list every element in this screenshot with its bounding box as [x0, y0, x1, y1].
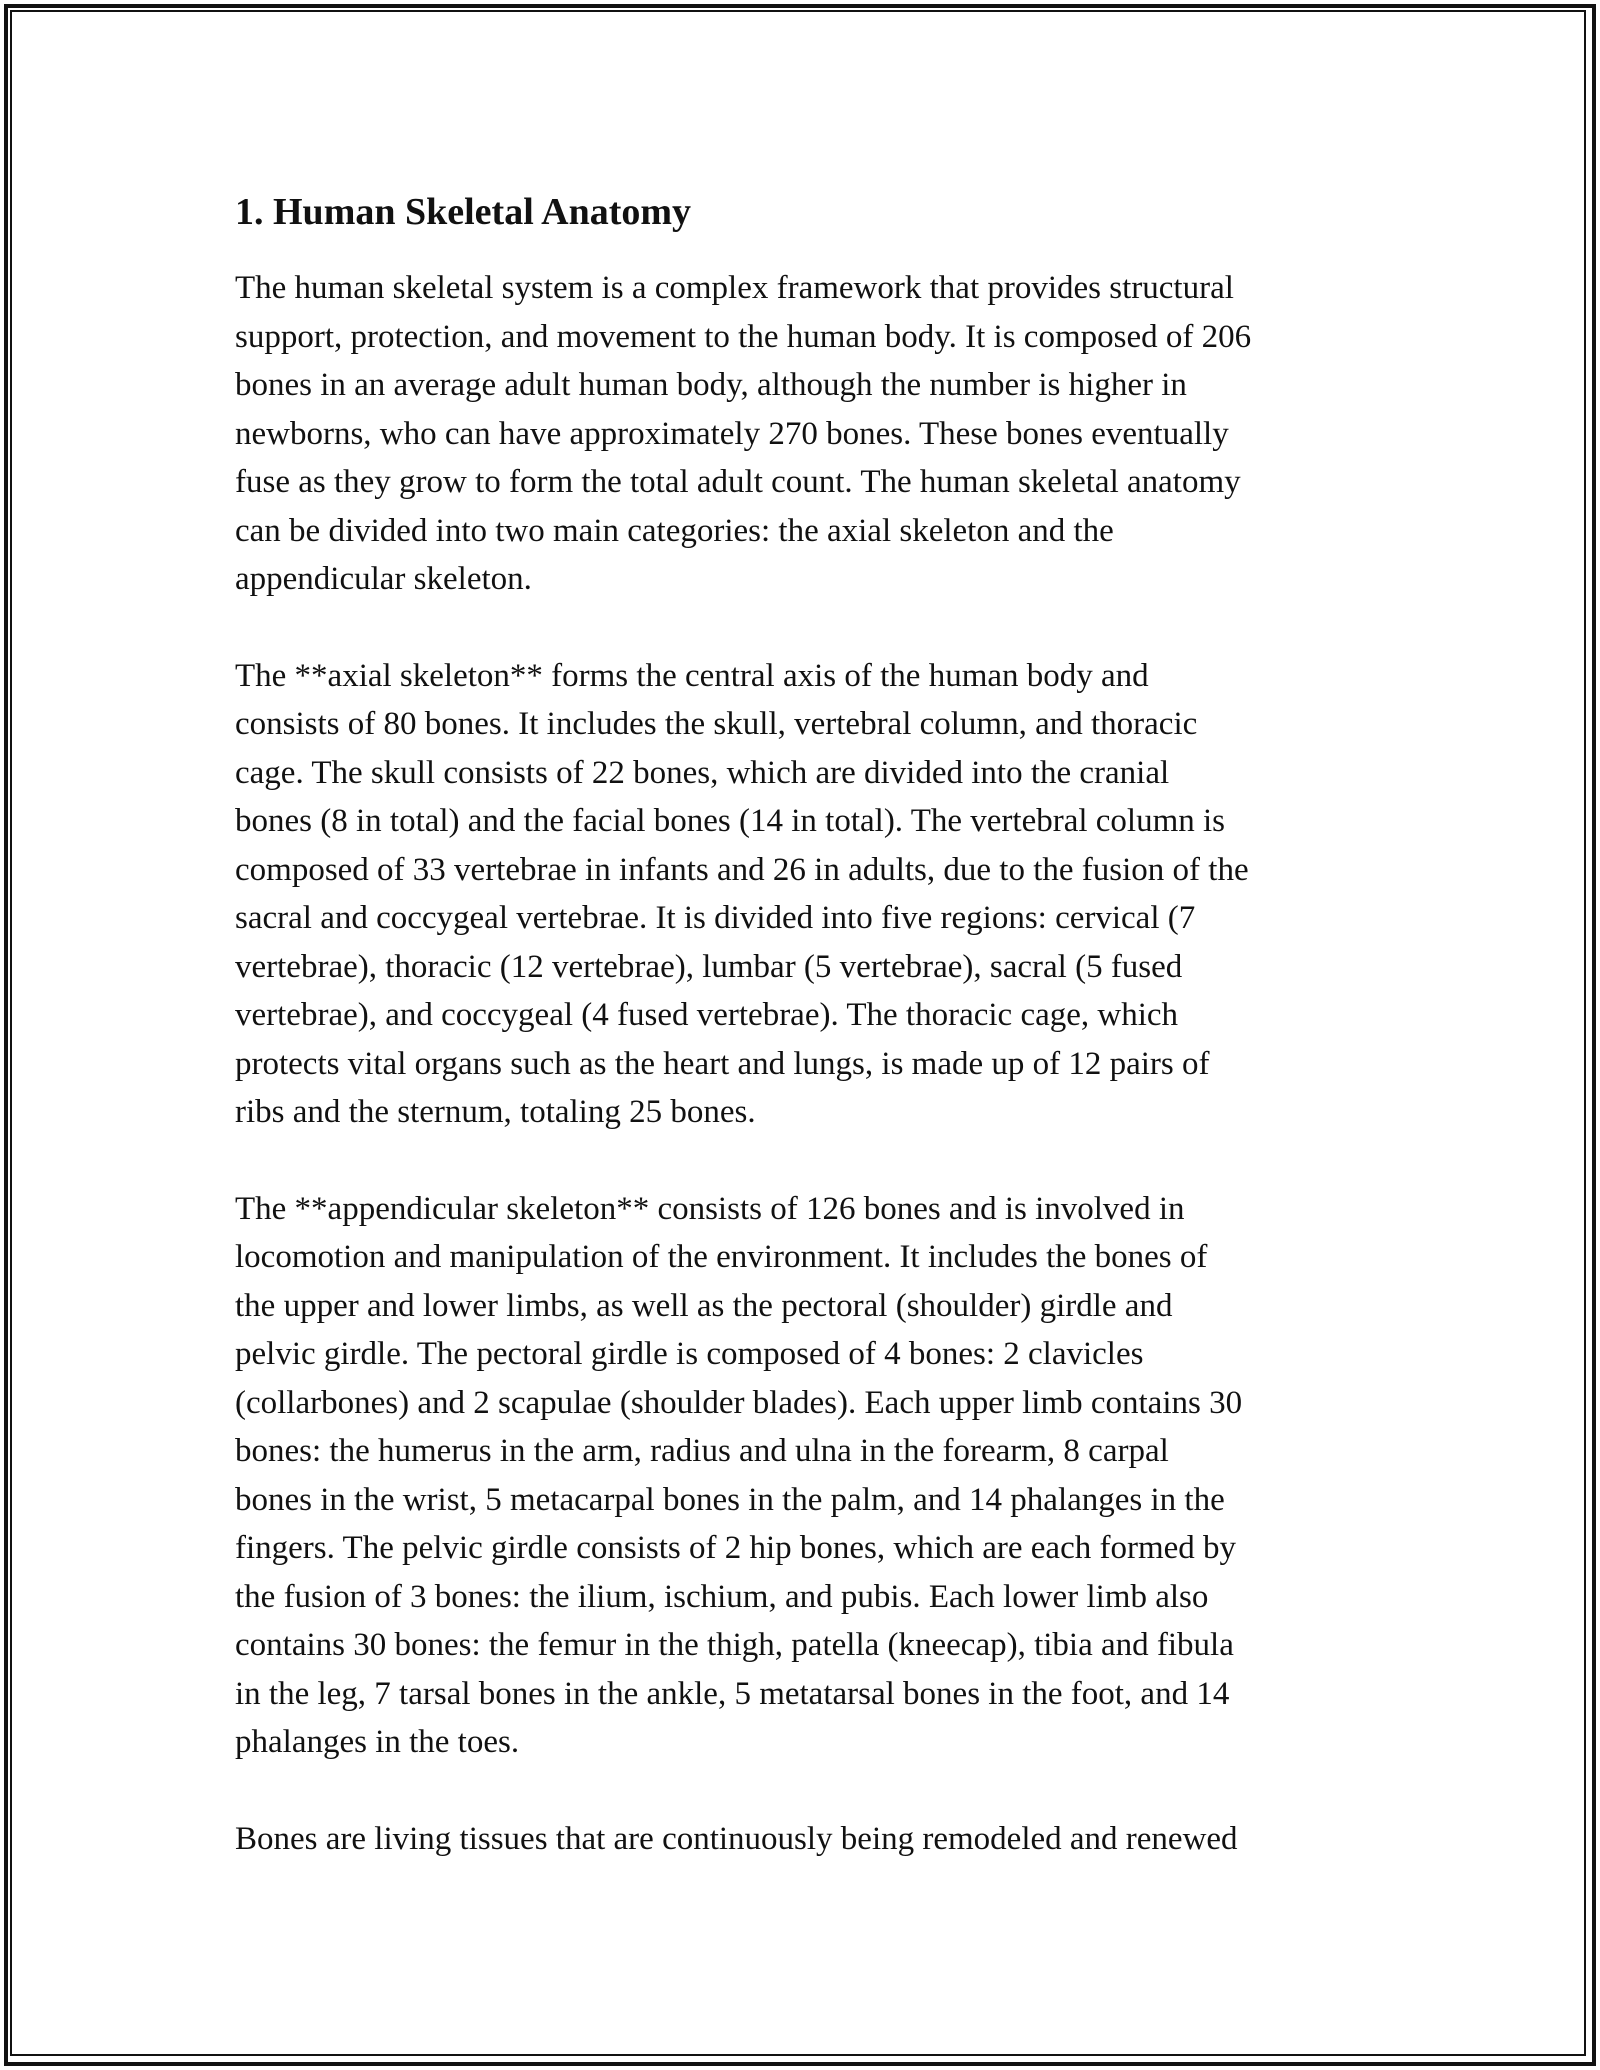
paragraph-axial-skeleton — [235, 652, 1385, 1137]
section-heading: 1. Human Skeletal Anatomy — [235, 191, 692, 233]
text-line: support, protection, and movement to the human body. It is composed of 206 — [235, 318, 1252, 355]
text-line: (collarbones) and 2 scapulae (shoulder blades). Each upper limb contains 30 — [235, 1384, 1243, 1421]
text-line: vertebrae), thoracic (12 vertebrae), lumbar (5 vertebrae), sacral (5 fused — [235, 948, 1183, 985]
text-line: cage. The skull consists of 22 bones, which are divided into the cranial — [235, 754, 1170, 791]
text-line: ribs and the sternum, totaling 25 bones. — [235, 1094, 756, 1130]
text-line: phalanges in the toes. — [235, 1724, 520, 1760]
text-line: The **axial skeleton** forms the central axis of the human body and — [235, 657, 1149, 694]
text-line: composed of 33 vertebrae in infants and 26 in adults, due to the fusion of the — [235, 851, 1249, 888]
text-line: Bones are living tissues that are continuously being remodeled and renewed — [235, 1820, 1238, 1857]
text-line: appendicular skeleton. — [235, 561, 532, 597]
text-line: consists of 80 bones. It includes the skull, vertebral column, and thoracic — [235, 706, 1198, 742]
text-line: pelvic girdle. The pectoral girdle is composed of 4 bones: 2 clavicles — [235, 1336, 1144, 1372]
text-line: fuse as they grow to form the total adult count. The human skeletal anatomy — [235, 464, 1241, 500]
text-line: The **appendicular skeleton** consists of 126 bones and is involved in — [235, 1190, 1185, 1227]
paragraph-bone-remodeling — [235, 1815, 1385, 1864]
text-line: bones (8 in total) and the facial bones (14 in total). The vertebral column is — [235, 803, 1226, 839]
text-line: newborns, who can have approximately 270 bones. These bones eventually — [235, 415, 1229, 452]
text-line: vertebrae), and coccygeal (4 fused vertebrae). The thoracic cage, which — [235, 997, 1179, 1033]
text-line: the upper and lower limbs, as well as the pectoral (shoulder) girdle and — [235, 1287, 1173, 1324]
text-line: protects vital organs such as the heart and lungs, is made up of 12 pairs of — [235, 1045, 1210, 1082]
text-line: the fusion of 3 bones: the ilium, ischium, and pubis. Each lower limb also — [235, 1578, 1209, 1615]
text-line: sacral and coccygeal vertebrae. It is divided into five regions: cervical (7 — [235, 900, 1196, 936]
text-line: locomotion and manipulation of the environment. It includes the bones of — [235, 1239, 1208, 1275]
text-line: contains 30 bones: the femur in the thigh, patella (kneecap), tibia and fibula — [235, 1627, 1234, 1663]
text-line: bones: the humerus in the arm, radius and ulna in the forearm, 8 carpal — [235, 1433, 1169, 1469]
text-line: can be divided into two main categories: the axial skeleton and the — [235, 512, 1114, 549]
text-line: in the leg, 7 tarsal bones in the ankle, 5 metatarsal bones in the foot, and 14 — [235, 1675, 1230, 1712]
text-line: bones in an average adult human body, although the number is higher in — [235, 367, 1187, 403]
paragraph-appendicular-skeleton — [235, 1185, 1385, 1767]
paragraph-intro — [235, 264, 1385, 604]
text-line: The human skeletal system is a complex framework that provides structural — [235, 270, 1234, 306]
text-line: bones in the wrist, 5 metacarpal bones in the palm, and 14 phalanges in the — [235, 1481, 1225, 1518]
document-body — [235, 186, 1385, 1911]
text-line: fingers. The pelvic girdle consists of 2 hip bones, which are each formed by — [235, 1530, 1237, 1566]
